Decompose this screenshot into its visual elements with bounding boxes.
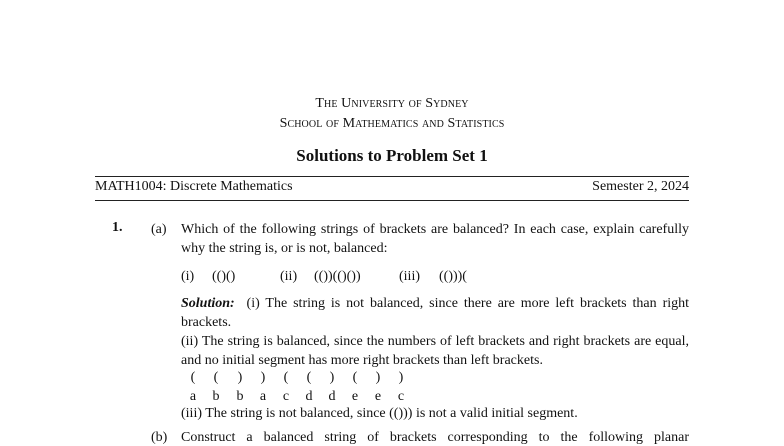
bracket-char: ) — [375, 370, 381, 385]
bottom-rule — [95, 200, 689, 201]
option-ii-string: (())(()()) — [314, 269, 361, 284]
top-rule — [95, 176, 689, 177]
option-iii-label: (iii) — [399, 269, 420, 284]
bracket-char: ) — [398, 370, 404, 385]
part-a-label: (a) — [151, 222, 167, 237]
bracket-char: ) — [329, 370, 335, 385]
bracket-char: ( — [283, 370, 289, 385]
pair-letter: e — [374, 389, 382, 404]
pair-letter: a — [189, 389, 197, 404]
pair-letter: c — [282, 389, 290, 404]
solution-block — [181, 294, 689, 370]
part-b-label: (b) — [151, 430, 168, 445]
pair-letter: d — [328, 389, 336, 404]
bracket-char: ) — [260, 370, 266, 385]
question-number: 1. — [112, 220, 123, 235]
bracket-char: ( — [352, 370, 358, 385]
course-name: MATH1004: Discrete Mathematics — [95, 179, 293, 194]
option-i-string: (()() — [212, 269, 236, 284]
solution-ii-text: (ii) The string is balanced, since the numbers of left brackets and right brackets are equal, and no initial segment has more right brackets than left brackets. — [181, 334, 689, 368]
solution-iii-text: (iii) The string is not balanced, since (())) is not a valid initial segment. — [181, 406, 578, 421]
pair-letter: a — [259, 389, 267, 404]
school-name: School of Mathematics and Statistics — [279, 116, 505, 131]
bracket-char: ( — [213, 370, 219, 385]
solution-i-text: (i) The string is not balanced, since there are more left brackets than right brackets. — [181, 296, 690, 330]
option-iii-string: (()))( — [439, 269, 467, 284]
option-i-label: (i) — [181, 269, 195, 284]
part-a-question: Which of the following strings of brackets are balanced? In each case, explain carefully why the string is, or is not, balanced: — [181, 222, 689, 256]
university-name: The University of Sydney — [315, 96, 469, 111]
semester-label: Semester 2, 2024 — [592, 179, 689, 194]
pair-letter: d — [305, 389, 313, 404]
pair-letter: b — [236, 389, 244, 404]
pair-letter: c — [397, 389, 405, 404]
solution-i-paragraph — [181, 294, 689, 332]
bracket-char: ( — [190, 370, 196, 385]
document-title: Solutions to Problem Set 1 — [296, 146, 488, 165]
solution-label: Solution: — [181, 296, 235, 311]
bracket-char: ( — [306, 370, 312, 385]
pair-letter: b — [212, 389, 220, 404]
bracket-char: ) — [237, 370, 243, 385]
pair-letter: e — [351, 389, 359, 404]
part-b-question: Construct a balanced string of brackets corresponding to the following planar — [181, 430, 689, 445]
option-ii-label: (ii) — [280, 269, 298, 284]
